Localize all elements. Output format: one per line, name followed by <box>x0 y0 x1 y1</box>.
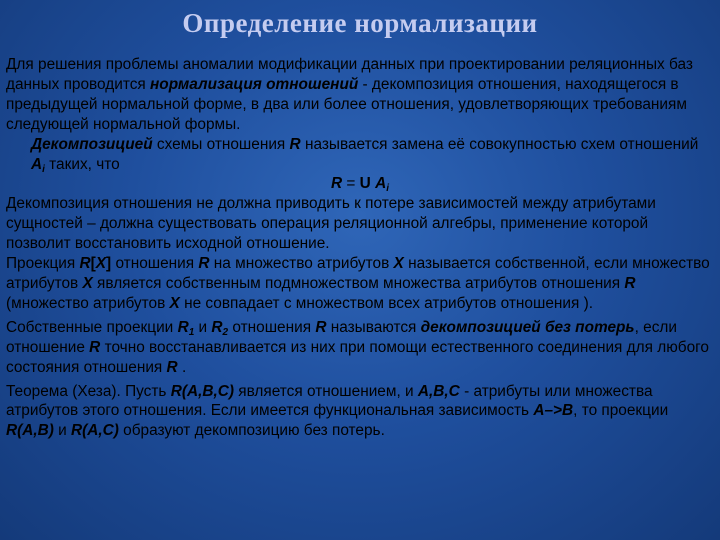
paragraph-dependency-preservation: Декомпозиция отношения не должна приводить к потере зависимостей между атрибутами сущностей – должна существовать операция реляционной алгебры, применение которой позволит восстановить исходной отношение. <box>6 195 656 253</box>
term-lossless-decomposition: декомпозицией без потерь <box>420 318 635 336</box>
paragraph-lossless: Собственные проекции $R_1$ и $R_2$ отношения R называются декомпозицией без потерь, если отношение R точно восстанавливается из них при помощи естественного соединения для любого состояния отношения R . <box>6 318 709 376</box>
paragraph-heath-theorem: Теорема (Хеза). Пусть R(A,B,C) является отношением, и A,B,C - атрибуты или множества атрибутов этого отношения. Если имеется функциональная зависимость A–>B, то проекции R(A,B) и R(A,C) образуют декомпозицию без потерь. <box>6 382 669 440</box>
term-normalization: нормализация отношений <box>150 75 359 93</box>
paragraph-normalization: Для решения проблемы аномалии модификации данных при проектировании реляционных баз данных проводится нормализация отношений - декомпозиция отношения, находящегося в предыдущей нормальной форме, в два или более отношения, удовлетворяющих требованиям следующей нормальной формы. <box>6 56 693 133</box>
formula: R = U $A_i$ <box>331 175 389 195</box>
slide-body <box>6 55 714 441</box>
slide-title: Определение нормализации <box>182 8 538 38</box>
paragraph-projection: Проекция R[X] отношения R на множество атрибутов X называется собственной, если множество атрибутов X является собственным подмножеством множества атрибутов отношения R (множество атрибутов X не совпадает с множеством всех атрибутов отношения ). <box>6 255 710 312</box>
term-decomposition: Декомпозицией <box>31 135 153 153</box>
paragraph-decomposition-def: Декомпозицией схемы отношения R называется замена её совокупностью схем отношений $A_i$ таких, что <box>31 135 699 175</box>
